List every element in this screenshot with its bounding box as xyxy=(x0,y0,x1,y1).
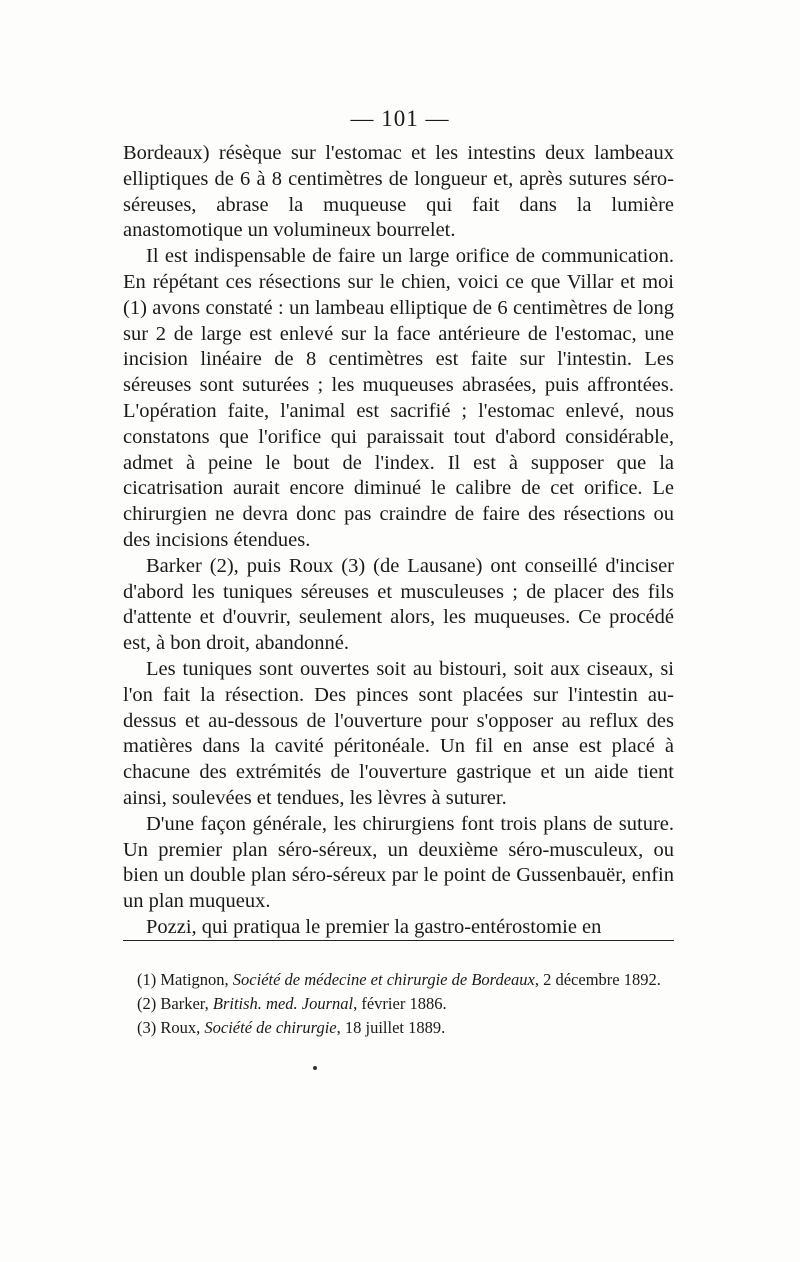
body-text xyxy=(123,141,674,941)
footnote-rest: , février 1886. xyxy=(353,994,447,1013)
footnote-rest: , 2 décembre 1892. xyxy=(534,970,661,989)
footnote xyxy=(123,992,674,1016)
page-number: — 101 — xyxy=(350,106,450,131)
footnote-ref: (1) Matignon, xyxy=(137,970,233,989)
footnote-rest: , 18 juillet 1889. xyxy=(336,1018,446,1037)
ink-mark xyxy=(313,1066,317,1070)
footnotes xyxy=(123,968,674,1040)
footnote-title: Société de médecine et chirurgie de Bordeaux xyxy=(232,970,535,989)
paragraph: Barker (2), puis Roux (3) (de Lausane) ont conseillé d'inciser d'abord les tuniques séreuses et musculeuses ; de placer des fils d'attente et d'ouvrir, seulement alors, les muqueuses. Ce procédé est, à bon droit, abandonné. xyxy=(123,554,674,655)
footnote-ref: (2) Barker, xyxy=(137,994,213,1013)
paragraph: Bordeaux) résèque sur l'estomac et les intestins deux lambeaux elliptiques de 6 à 8 centimètres de longueur et, après sutures séro-séreuses, abrase la muqueuse qui fait dans la lumière anastomotique un volumineux bourrelet. xyxy=(123,142,674,242)
footnote xyxy=(123,968,674,992)
footnote-title: British. med. Journal xyxy=(212,994,354,1013)
paragraph: Les tuniques sont ouvertes soit au bistouri, soit aux ciseaux, si l'on fait la résection. Des pinces sont placées sur l'intestin au-dessus et au-dessous de l'ouverture pour s'opposer au reflux des matières dans la cavité péritonéale. Un fil en anse est placé à chacune des extrémités de l'ouverture gastrique et un aide tient ainsi, soulevées et tendues, les lèvres à suturer. xyxy=(123,657,674,809)
footnote xyxy=(123,1016,674,1040)
paragraph: Pozzi, qui pratiqua le premier la gastro-entérostomie en xyxy=(146,915,602,938)
paragraph: Il est indispensable de faire un large orifice de communication. En répétant ces résections sur le chien, voici ce que Villar et moi (1) avons constaté : un lambeau elliptique de 6 centimètres de long sur 2 de large est enlevé sur la face antérieure de l'estomac, une incision linéaire de 8 centimètres est faite sur l'intestin. Les séreuses sont suturées ; les muqueuses abrasées, puis affrontées. L'opération faite, l'animal est sacrifié ; l'estomac enlevé, nous constatons que l'orifice qui paraissait tout d'abord considérable, admet à peine le bout de l'index. Il est à supposer que la cicatrisation aurait encore diminué le calibre de cet orifice. Le chirurgien ne devra donc pas craindre de faire des résections ou des incisions étendues. xyxy=(123,245,674,551)
footnote-divider xyxy=(123,940,674,941)
footnote-ref: (3) Roux, xyxy=(137,1018,205,1037)
footnote-title: Société de chirurgie xyxy=(204,1018,337,1037)
paragraph: D'une façon générale, les chirurgiens font trois plans de suture. Un premier plan séro-séreux, un deuxième séro-musculeux, ou bien un double plan séro-séreux par le point de Gussenbauër, enfin un plan muqueux. xyxy=(123,812,674,913)
